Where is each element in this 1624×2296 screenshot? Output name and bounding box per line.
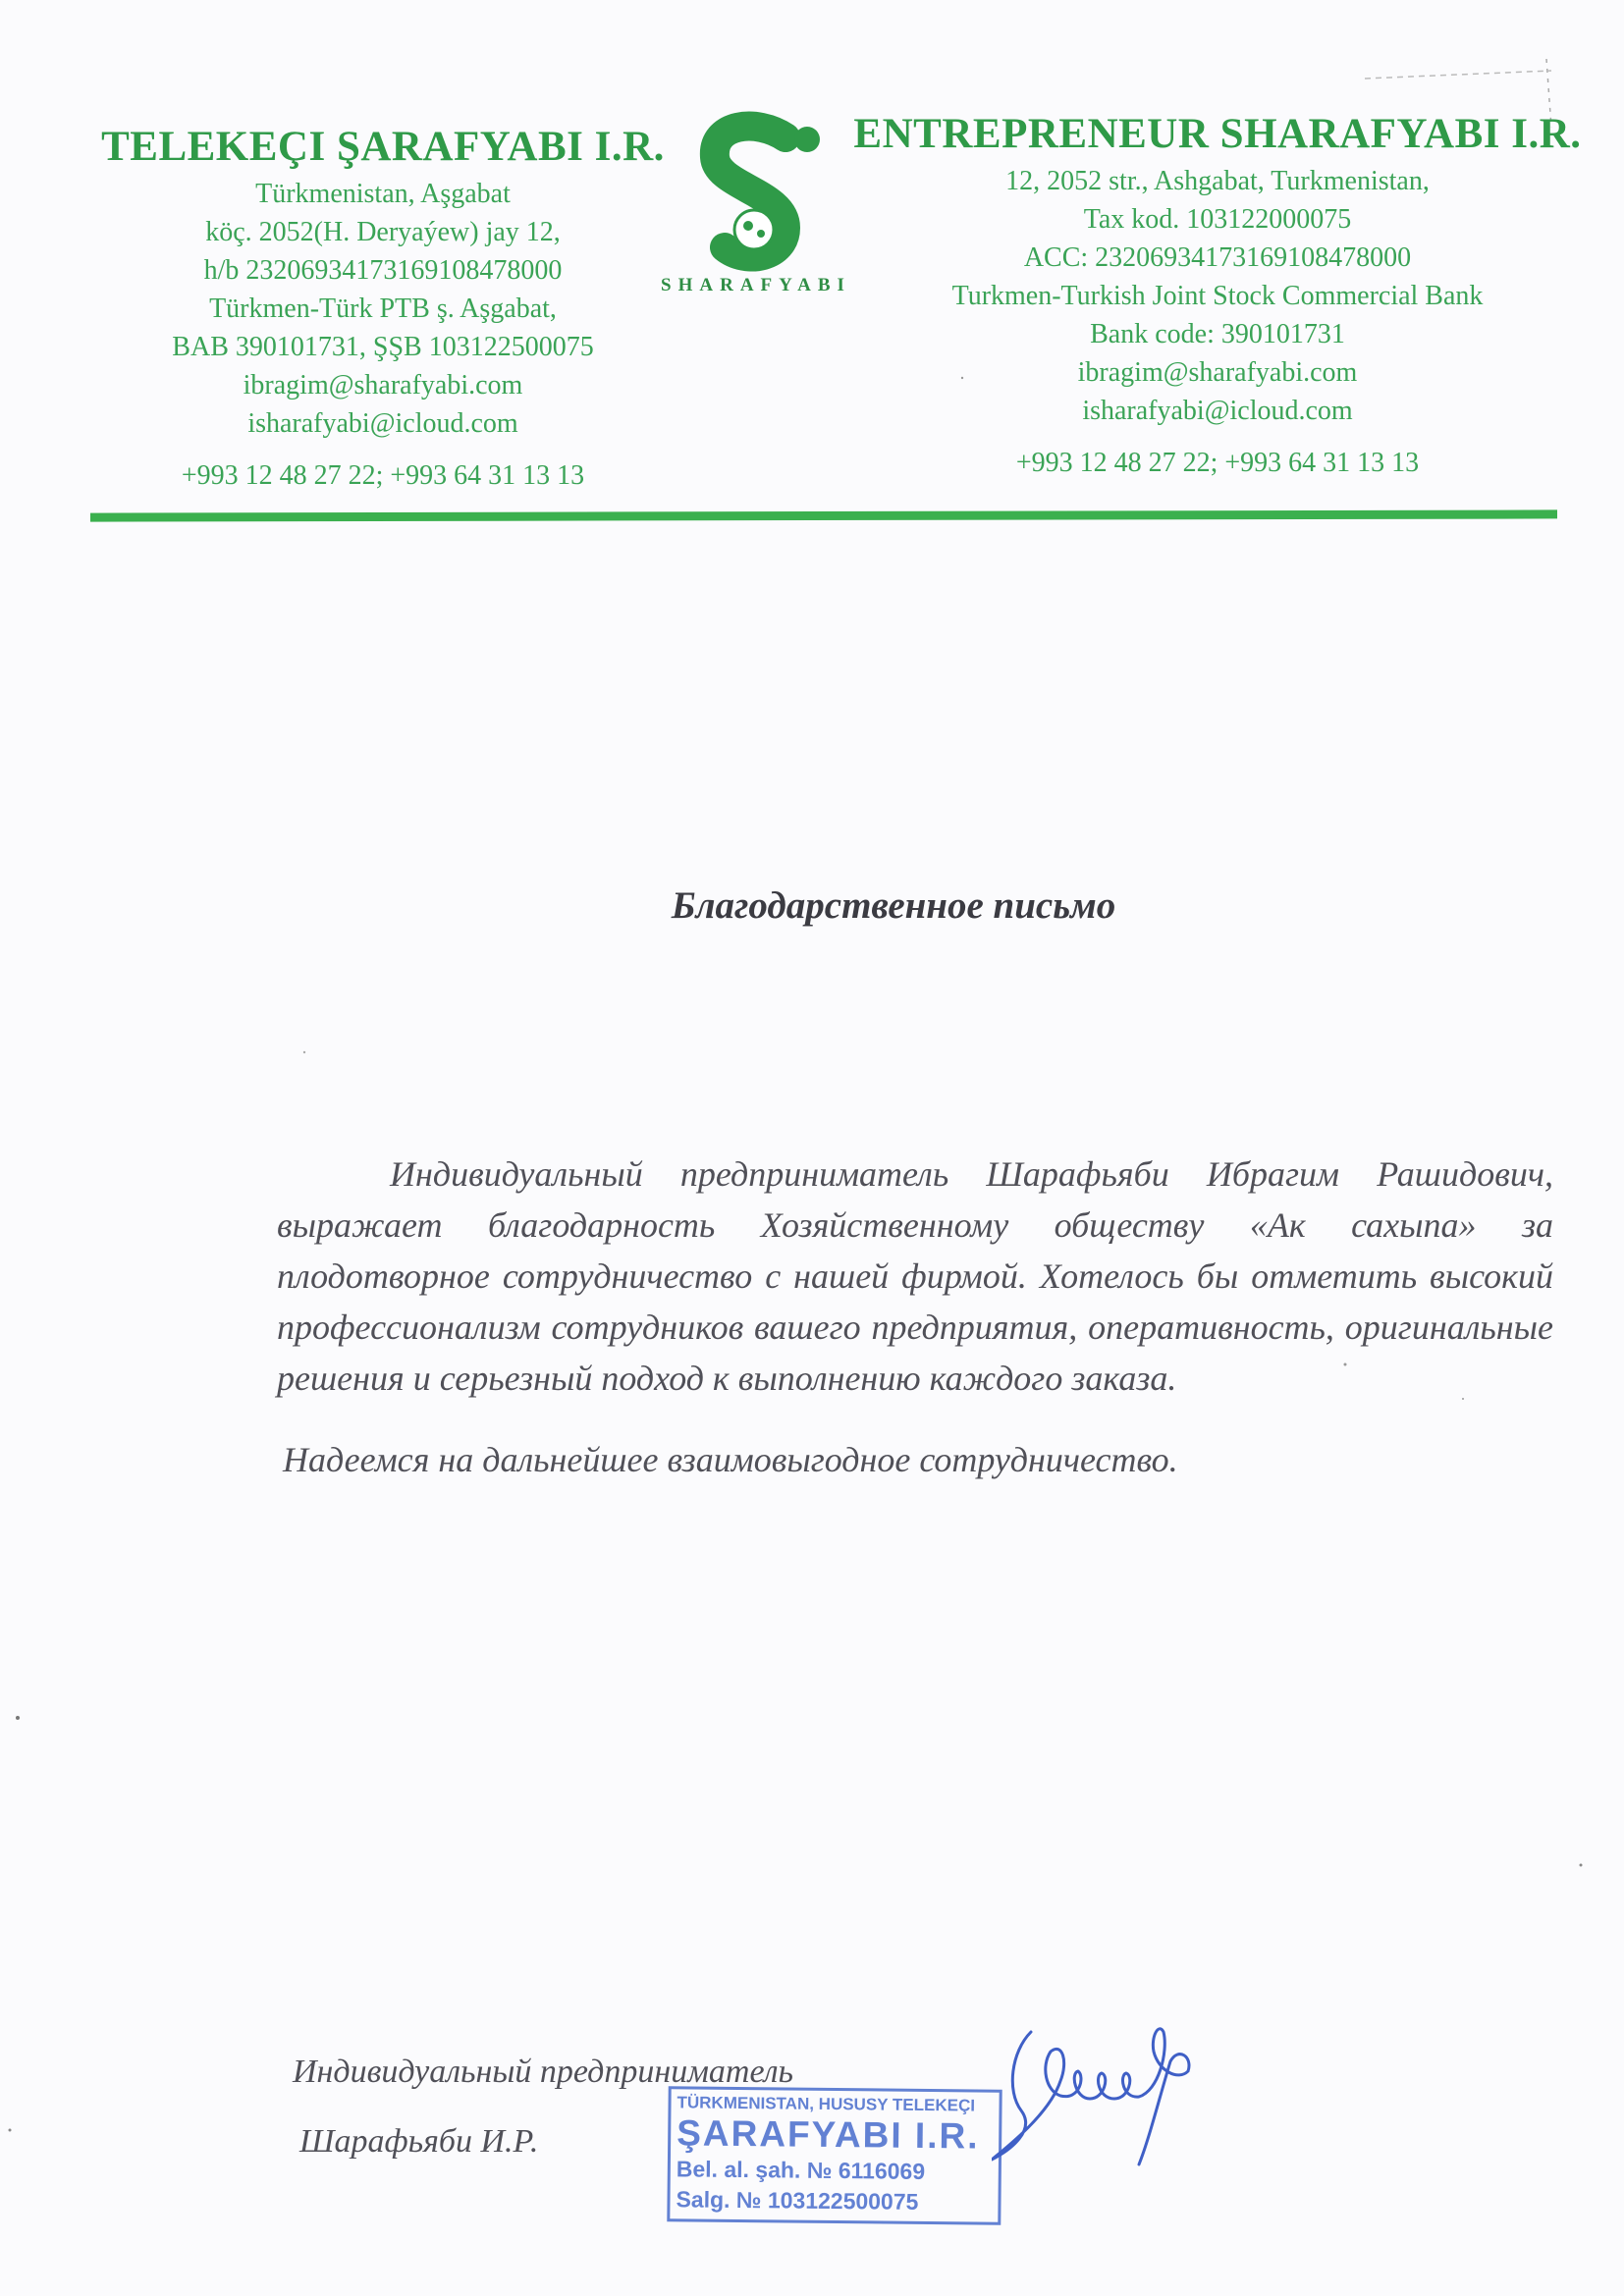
header-right-email: ibragim@sharafyabi.com — [1077, 357, 1358, 388]
letter-closing: Надеемся на дальнейшее взаимовыгодное сотрудничество. — [283, 1440, 1178, 1479]
header-left-line: Türkmenistan, Aşgabat — [255, 179, 511, 209]
header-right-line: Turkmen-Turkish Joint Stock Commercial Bank — [951, 281, 1484, 311]
header-left — [88, 123, 677, 495]
header-left-email: isharafyabi@icloud.com — [247, 408, 518, 439]
header-left-email: ibragim@sharafyabi.com — [243, 370, 523, 400]
header-right-email: isharafyabi@icloud.com — [1082, 396, 1353, 426]
header-right-line: Tax kod. 103122000075 — [1083, 204, 1352, 235]
header-left-line: h/b 23206934173169108478000 — [203, 255, 563, 286]
header-right-line: Bank code: 390101731 — [1090, 319, 1345, 349]
stamp-line: TÜRKMENISTAN, HUSUSY TELEKEÇI — [677, 2093, 976, 2115]
handwritten-signature — [992, 1993, 1286, 2179]
logo-wordmark: SHARAFYABI — [661, 275, 851, 295]
stamp-line: ŞARAFYABI I.R. — [677, 2112, 980, 2157]
stamp-line: Salg. № 103122500075 — [676, 2186, 919, 2215]
header-right-line: 12, 2052 str., Ashgabat, Turkmenistan, — [1005, 166, 1430, 196]
header-left-line: BAB 390101731, ŞŞB 103122500075 — [172, 332, 594, 362]
header-right-phone: +993 12 48 27 22; +993 64 31 13 13 — [1015, 448, 1420, 478]
signer-title: Индивидуальный предприниматель — [293, 2054, 794, 2090]
letter-paragraph: Индивидуальный предприниматель Шарафьяби Ибрагим Рашидович, выражает благодарность Хозяйственному обществу «Ак сахыпа» за плодотворное сотрудничество с нашей фирмой. Хотелось бы отметить высокий профессионализм сотрудников вашего предприятия, оперативность, оригинальные решения и серьезный подход к выполнению каждого заказа. — [277, 1154, 1553, 1398]
company-stamp — [667, 2086, 1001, 2225]
header-left-title: TELEKEÇI ŞARAFYABI I.R. — [101, 124, 665, 170]
signer-name: Шарафьяби И.Р. — [299, 2123, 539, 2160]
letter-title: Благодарственное письмо — [671, 884, 1116, 927]
header-right — [844, 110, 1591, 482]
header-left-phone: +993 12 48 27 22; +993 64 31 13 13 — [181, 460, 585, 491]
header-left-line: Türkmen-Türk PTB ş. Aşgabat, — [209, 294, 557, 324]
header-left-line: köç. 2052(H. Deryaýew) jay 12, — [205, 217, 561, 247]
header-right-title: ENTREPRENEUR SHARAFYABI I.R. — [853, 111, 1582, 157]
header-right-line: ACC: 23206934173169108478000 — [1023, 242, 1412, 273]
letter-body — [277, 1148, 1553, 1404]
stamp-line: Bel. al. şah. № 6116069 — [676, 2156, 926, 2184]
